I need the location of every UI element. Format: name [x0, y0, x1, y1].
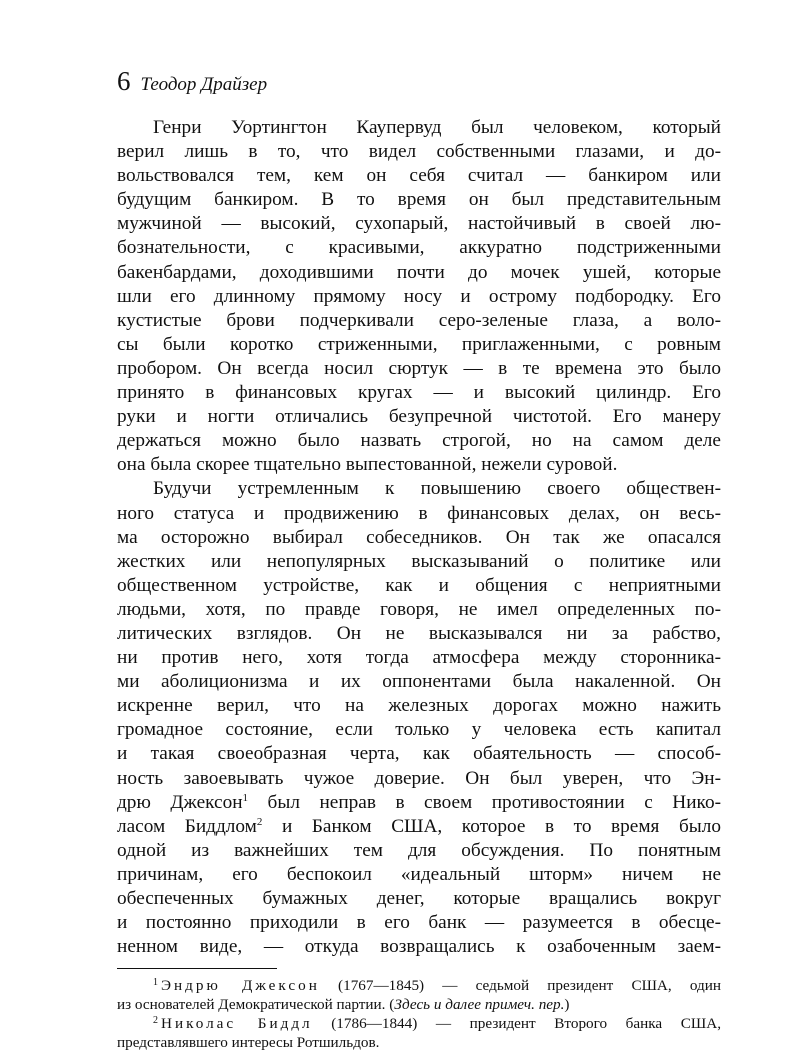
- footnote-text: (1767—1845) — седьмой президент США, один: [319, 977, 721, 995]
- text-line: Будучи устремленным к повышению своего обществен-: [153, 478, 721, 500]
- book-page: [117, 66, 721, 1052]
- footnote-ref-2[interactable]: 2: [256, 815, 263, 828]
- text-line: громадное состояние, если только у человека есть капитал: [117, 719, 721, 741]
- text-line: верил лишь в то, что видел собственными глазами, и до-: [117, 141, 721, 163]
- footnote-2-continued: представлявшего интересы Ротшильдов.: [117, 1034, 380, 1052]
- running-head-author: Теодор Драйзер: [140, 74, 268, 95]
- text-line: одной из важнейших тем для обсуждения. По понятным: [117, 839, 721, 861]
- text-line: шли его длинному прямому носу и острому подбородку. Его: [117, 285, 721, 307]
- paragraph-1: [117, 116, 721, 477]
- text-line: и такая своеобразная черта, как обаятельность — способ-: [117, 743, 721, 765]
- text-fragment: был неправ в своем противостоянии с Нико-: [248, 791, 722, 813]
- text-line: ма осторожно выбирал собеседников. Он так же опасался: [117, 526, 721, 548]
- text-line: будущим банкиром. В то время он был представительным: [117, 189, 721, 211]
- text-line: ненном виде, — откуда возвращались к озабоченным заем-: [117, 936, 721, 958]
- text-line: пробором. Он всегда носил сюртук — в те времена это было: [117, 357, 721, 379]
- footnote-person-name: Эндрю Джексон: [161, 977, 320, 995]
- footnotes: [117, 976, 721, 1052]
- text-line: бознательности, с красивыми, аккуратно подстриженными: [117, 237, 721, 259]
- footnote-text: из основателей Демократической партии. (: [117, 996, 395, 1014]
- text-line: сы были коротко стриженными, приглаженными, с ровным: [117, 333, 721, 355]
- text-line: ность завоевывать чужое доверие. Он был уверен, что Эн-: [117, 767, 721, 789]
- running-head: [117, 66, 721, 102]
- footnote-1: [117, 976, 721, 995]
- text-line: литических взглядов. Он не высказывался ни за рабство,: [117, 622, 721, 644]
- text-line: вольствовался тем, кем он себя считал — банкиром или: [117, 165, 721, 187]
- footnote-person-name: Николас Биддл: [161, 1015, 313, 1033]
- text-line: Генри Уортингтон Каупервуд был человеком, который: [153, 117, 721, 138]
- text-fragment: дрю Джексон: [117, 791, 243, 813]
- text-fragment: и Банком США, которое в то время было: [262, 815, 722, 837]
- text-line: мужчиной — высокий, сухопарый, настойчивый в своей лю-: [117, 213, 721, 235]
- text-line: ни против него, хотя тогда атмосфера между сторонника-: [117, 647, 721, 669]
- text-line: причинам, его беспокоил «идеальный шторм» ничем не: [117, 863, 721, 885]
- body-text: [117, 116, 721, 959]
- text-line: руки и ногти отличались безупречной чистотой. Его манеру: [117, 406, 721, 428]
- text-line: принято в финансовых кругах — и высокий цилиндр. Его: [117, 382, 721, 404]
- footnote-ref-1[interactable]: 1: [242, 791, 249, 804]
- text-line: искренне верил, что на железных дорогах можно нажить: [117, 695, 721, 717]
- footnote-text: (1786—1844) — президент Второго банка США,: [312, 1015, 721, 1033]
- text-line: [117, 791, 721, 815]
- footnote-editor-note: Здесь и далее примеч. пер.: [394, 996, 565, 1014]
- text-line: ми аболиционизма и их оппонентами была накаленной. Он: [117, 671, 721, 693]
- text-line: бакенбардами, доходившими почти до мочек ушей, которые: [117, 261, 721, 283]
- footnote-divider: [117, 968, 277, 969]
- text-line: ного статуса и продвижению в финансовых делах, он весь-: [117, 502, 721, 524]
- footnote-number: 1: [153, 977, 158, 989]
- text-line: держаться можно было назвать строгой, но на самом деле: [117, 430, 721, 452]
- text-line: людьми, хотя, по правде говоря, не имел определенных по-: [117, 598, 721, 620]
- footnote-1-continued: [117, 995, 721, 1014]
- footnote-number: 2: [153, 1015, 158, 1027]
- text-line: и постоянно приходили в его банк — разумеется в обесце-: [117, 912, 721, 934]
- text-line: она была скорее тщательно выпестованной, нежели суровой.: [117, 454, 618, 476]
- footnote-text: ): [564, 996, 570, 1014]
- text-fragment: ласом Биддлом: [117, 815, 257, 837]
- text-line: кустистые брови подчеркивали серо-зеленые глаза, а воло-: [117, 309, 721, 331]
- text-line: жестких или непопулярных высказываний о политике или: [117, 550, 721, 572]
- footnote-2: [117, 1014, 721, 1033]
- text-line: [117, 815, 721, 839]
- paragraph-2: [117, 477, 721, 959]
- text-line: обеспеченных бумажных денег, которые вращались вокруг: [117, 888, 721, 909]
- page-number: 6: [117, 66, 131, 96]
- text-line: общественном устройстве, как и общения с неприятными: [117, 574, 721, 596]
